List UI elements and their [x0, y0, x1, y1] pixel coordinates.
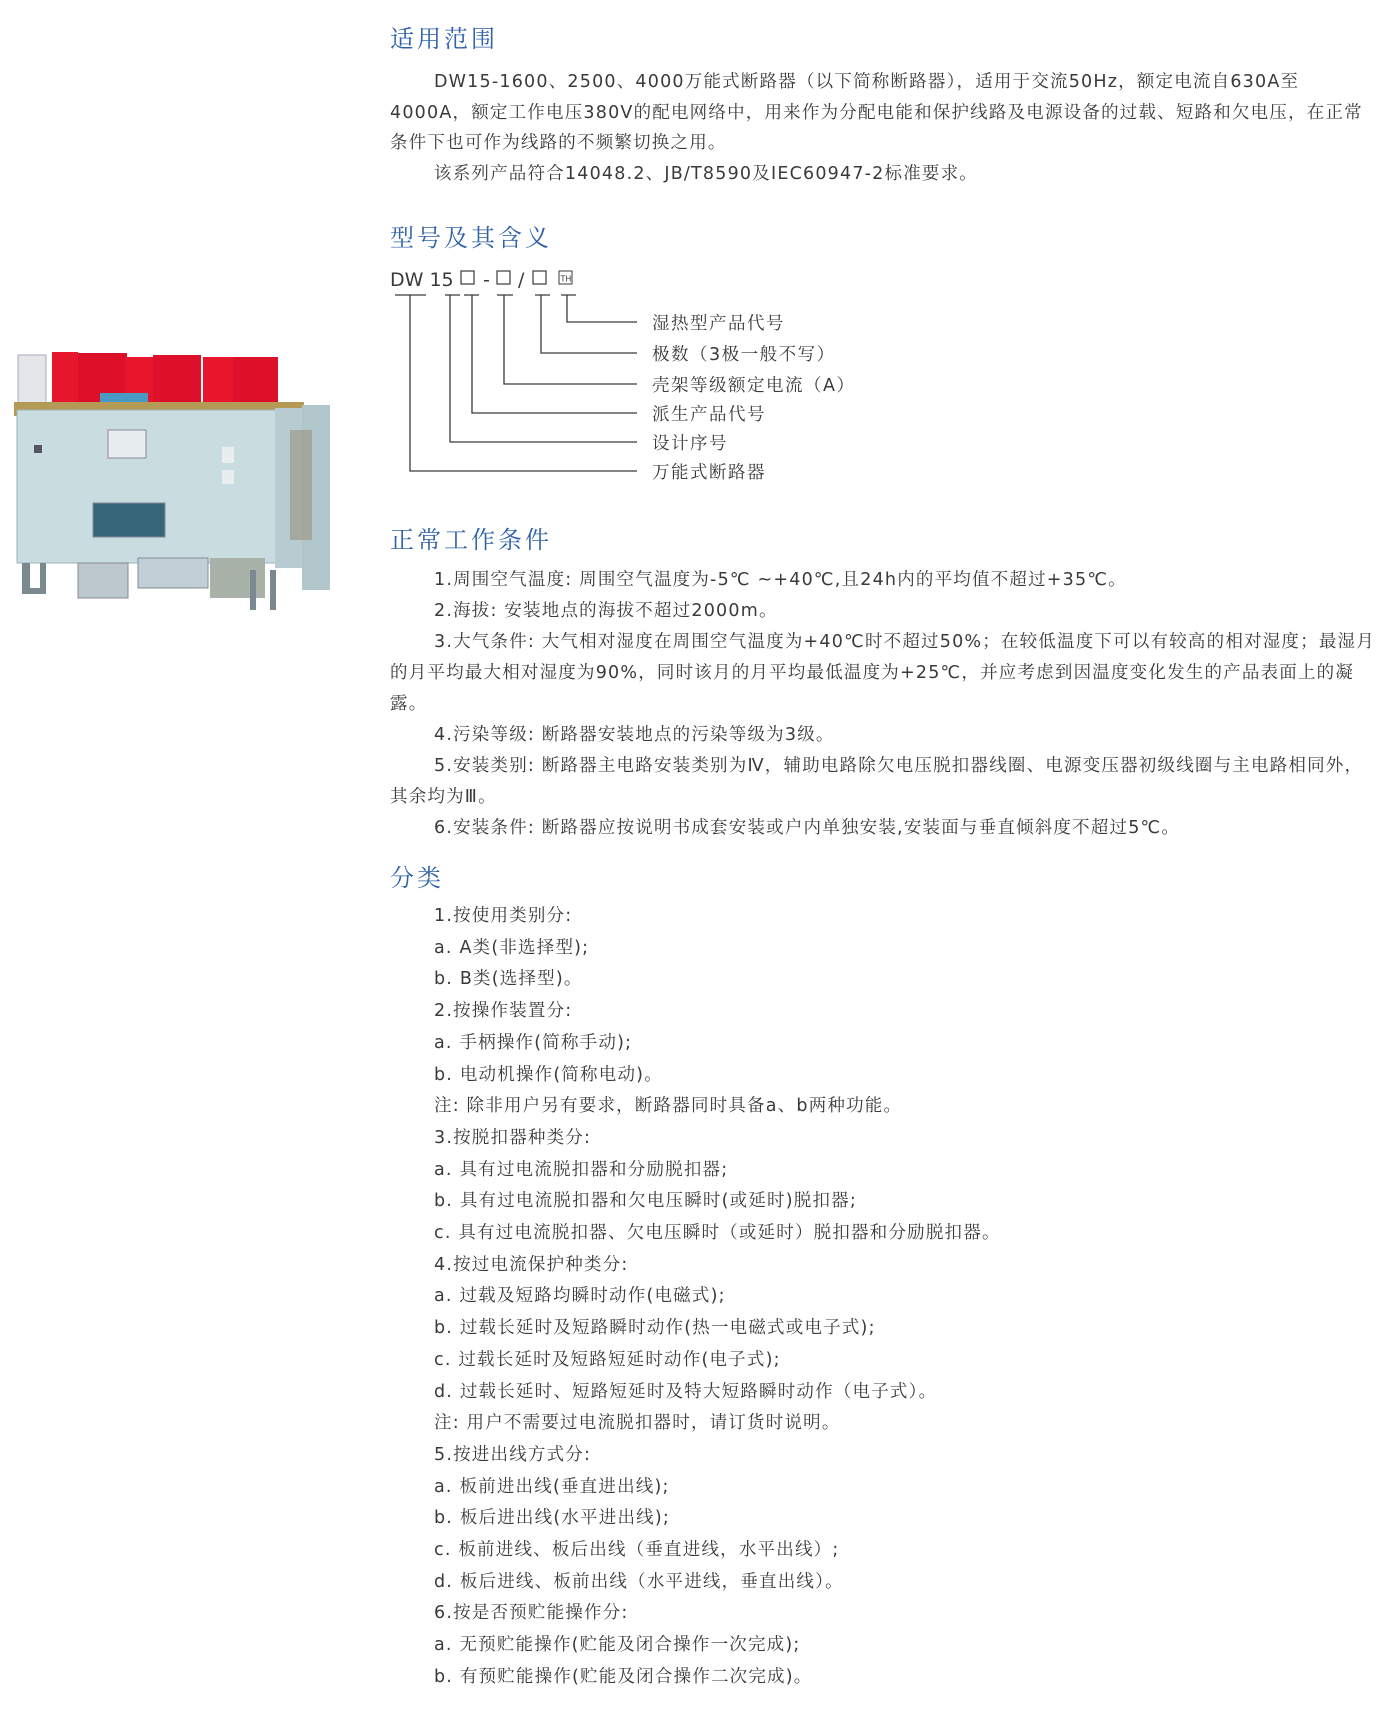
classification-item: c. 板前进线、板后出线（垂直进线，水平出线）;	[434, 1540, 840, 1561]
model-code-separator: /	[518, 269, 525, 291]
classification-item: 1.按使用类别分:	[434, 906, 573, 926]
leader-lines	[395, 295, 637, 471]
designation-label: 派生产品代号	[652, 405, 766, 425]
paragraph: 该系列产品符合14048.2、JB/T8590及IEC60947-2标准要求。	[434, 163, 979, 184]
circuit-breaker-photo	[0, 330, 340, 610]
classification-item: 注: 除非用户另有要求，断路器同时具备a、b两种功能。	[434, 1096, 903, 1117]
designation-label: 壳架等级额定电流（A）	[652, 376, 856, 396]
classification-item: a. 具有过电流脱扣器和分励脱扣器;	[434, 1159, 729, 1180]
condition-item: 2.海拔: 安装地点的海拔不超过2000m。	[434, 601, 778, 621]
section-title-model: 型号及其含义	[390, 224, 552, 252]
classification-item: c. 具有过电流脱扣器、欠电压瞬时（或延时）脱扣器和分励脱扣器。	[434, 1223, 1001, 1244]
classification-item: c. 过载长延时及短路短延时动作(电子式);	[434, 1349, 781, 1370]
classification-item: a. 手柄操作(简称手动);	[434, 1032, 633, 1053]
classification-item: 2.按操作装置分:	[434, 1001, 573, 1022]
placeholder-box	[533, 271, 546, 284]
classification-item: 注: 用户不需要过电流脱扣器时，请订货时说明。	[434, 1413, 841, 1434]
model-code-separator: -	[483, 269, 490, 291]
classification-item: d. 过载长延时、短路短延时及特大短路瞬时动作（电子式）。	[434, 1381, 938, 1402]
paragraph: DW15-1600、2500、4000万能式断路器（以下简称断路器），适用于交流50Hz，额定电流自630A至4000A，额定工作电压380V的配电网络中，用来作为分配电能和保护线路及电源设备的过载、短路和欠电压，在正常条件下也可作为线路的不频繁切换之用。	[390, 72, 1363, 154]
classification-item: d. 板后进线、板前出线（水平进线，垂直出线）。	[434, 1571, 844, 1592]
classification-item: 3.按脱扣器种类分:	[434, 1127, 592, 1148]
section-title-classification: 分类	[390, 864, 444, 892]
section-title-scope: 适用范围	[390, 25, 498, 53]
model-code-prefix: DW 15	[390, 269, 454, 291]
classification-item: b. 电动机操作(简称电动)。	[434, 1064, 663, 1085]
condition-item: 6.安装条件: 断路器应按说明书成套安装或户内单独安装,安装面与垂直倾斜度不超过5℃。	[434, 818, 1181, 838]
classification-item: a. 无预贮能操作(贮能及闭合操作一次完成);	[434, 1635, 801, 1656]
classification-item: b. 有预贮能操作(贮能及闭合操作二次完成)。	[434, 1666, 813, 1687]
classification-item: 5.按进出线方式分:	[434, 1444, 592, 1465]
classification-item: b. 具有过电流脱扣器和欠电压瞬时(或延时)脱扣器;	[434, 1191, 857, 1212]
designation-label: 湿热型产品代号	[652, 314, 785, 334]
classification-item: a. 过载及短路均瞬时动作(电磁式);	[434, 1286, 726, 1307]
designation-label: 设计序号	[652, 434, 728, 454]
classification-item: 4.按过电流保护种类分:	[434, 1254, 629, 1275]
conditions-body	[390, 565, 1380, 844]
scope-body	[390, 67, 1380, 189]
condition-item: 4.污染等级: 断路器安装地点的污染等级为3级。	[434, 725, 835, 745]
classification-item: a. A类(非选择型);	[434, 937, 590, 958]
condition-item: 3.大气条件: 大气相对湿度在周围空气温度为+40℃时不超过50%；在较低温度下可以有较高的相对湿度；最湿月的月平均最大相对湿度为90%，同时该月的月平均最低温度为+25℃，并应考虑到因温度变化发生的产品表面上的凝露。	[390, 632, 1375, 714]
classification-item: b. 过载长延时及短路瞬时动作(热一电磁式或电子式);	[434, 1318, 876, 1339]
condition-item: 1.周围空气温度: 周围空气温度为-5℃ ~+40℃,且24h内的平均值不超过+35℃。	[434, 570, 1127, 590]
designation-label: 万能式断路器	[652, 463, 766, 483]
condition-item: 5.安装类别: 断路器主电路安装类别为Ⅳ，辅助电路除欠电压脱扣器线圈、电源变压器初级线圈与主电路相同外，其余均为Ⅲ。	[390, 756, 1364, 807]
classification-item: b. 板后进出线(水平进出线);	[434, 1508, 670, 1529]
placeholder-box	[461, 271, 474, 284]
classification-item: a. 板前进出线(垂直进出线);	[434, 1476, 670, 1497]
classification-item: b. B类(选择型)。	[434, 969, 583, 990]
classification-item: 6.按是否预贮能操作分:	[434, 1603, 629, 1624]
classification-list	[434, 901, 1374, 1694]
placeholder-box	[497, 271, 510, 284]
designation-label: 极数（3极一般不写）	[652, 345, 836, 365]
model-code-th: TH	[560, 274, 572, 284]
section-title-conditions: 正常工作条件	[390, 526, 552, 554]
model-designation-diagram	[380, 260, 900, 500]
